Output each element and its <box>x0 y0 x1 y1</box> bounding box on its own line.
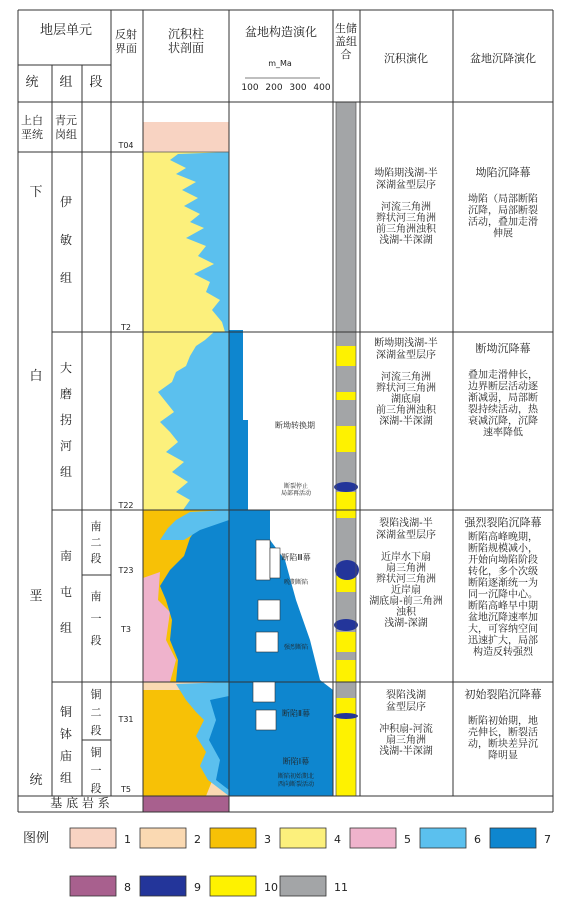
legend-swatch-2 <box>140 828 186 848</box>
header-system: 统 <box>25 75 39 90</box>
sedimentary-line: 深湖-半深湖 <box>379 416 433 427</box>
sedimentary-line: 浅湖-半深湖 <box>379 235 433 246</box>
group-yimin: 组 <box>59 271 73 285</box>
rate-tick: 100 <box>241 83 259 93</box>
sedimentary-line: 近岸扇 <box>391 585 421 596</box>
legend-label-5: 5 <box>404 833 411 846</box>
subsidence-line: 壳伸长，断裂活 <box>468 727 538 739</box>
sedimentary-title: 断坳期浅湖-半 <box>374 338 438 349</box>
evolution-faulting-stop: 断裂停止 <box>283 483 309 490</box>
sedimentary-line: 浅湖-半深湖 <box>379 746 433 757</box>
sedimentary-line: 浊积 <box>396 607 416 618</box>
evolution-step <box>270 548 280 578</box>
system-lower-end: 统 <box>29 773 43 788</box>
legend-label-4: 4 <box>334 833 341 846</box>
header-source-seal: 合 <box>340 48 352 61</box>
reflector-T04: T04 <box>118 141 134 150</box>
sedimentary-line: 湖底扇 <box>391 394 421 405</box>
group-nantun: 组 <box>59 621 73 635</box>
subsidence-line: 裂持续活动，热 <box>468 404 538 416</box>
legend-swatch-4 <box>280 828 326 848</box>
section-nantun-2: 段 <box>90 552 102 565</box>
reflector-T22: T22 <box>118 501 134 510</box>
header-column: 状剖面 <box>167 41 205 55</box>
reflector-T2: T2 <box>121 323 131 332</box>
evolution-late-peak: 晚期断陷 <box>283 579 309 586</box>
subsidence-line: 断陷高峰早中期 <box>468 601 538 612</box>
group-damoguaihe: 组 <box>59 465 73 479</box>
legend-label-6: 6 <box>474 833 481 846</box>
sedimentary-title: 深湖盆型层序 <box>376 350 436 361</box>
section-tong-1: 段 <box>90 782 102 795</box>
header-group: 组 <box>59 75 73 90</box>
section-tong-1: 铜 <box>90 746 102 759</box>
sedimentary-title: 深湖盆型层序 <box>376 530 436 541</box>
legend-swatch-11 <box>280 876 326 896</box>
system-lower: 下 <box>29 185 43 200</box>
evolution-step <box>256 632 278 652</box>
legend-label-10: 10 <box>264 881 278 894</box>
sedimentary-title: 深湖盆型层序 <box>376 180 436 191</box>
reflector-T5: T5 <box>121 785 131 794</box>
header-subsidence: 盆地沉降演化 <box>470 52 536 65</box>
sedimentary-line: 冲积扇-河流 <box>379 724 433 735</box>
subsidence-line: 坳陷（局部断陷 <box>468 194 538 205</box>
section-tong-2: 铜 <box>90 688 102 701</box>
subsidence-line: 同一沉降中心。 <box>468 589 538 601</box>
header-rate-unit: m_Ma <box>268 59 292 68</box>
subsidence-line: 迅速扩大，局部 <box>468 635 538 647</box>
reflector-T3: T3 <box>121 625 131 634</box>
group-damoguaihe: 河 <box>59 439 73 453</box>
reflector-T31: T31 <box>118 715 134 724</box>
subsidence-line: 衰减沉降，沉降 <box>468 416 538 427</box>
subsidence-line: 沉降，局部断裂 <box>468 205 538 217</box>
section-nantun-2: 南 <box>90 520 102 533</box>
section-nantun-1: 南 <box>90 590 102 603</box>
legend-label-9: 9 <box>194 881 201 894</box>
group-yimin: 敏 <box>59 233 73 247</box>
legend-label-2: 2 <box>194 833 201 846</box>
evolution-initial-rift: 西向断裂活动 <box>277 781 315 788</box>
subsidence-line: 断陷逐渐统一为 <box>468 578 538 589</box>
section-tong-2: 段 <box>90 724 102 737</box>
evolution-rift-2: 断陷Ⅱ幕 <box>282 709 310 718</box>
seal-fill-source <box>334 619 358 631</box>
sedimentary-line: 扇三角洲 <box>386 735 426 746</box>
header-reflector: 界面 <box>115 42 137 55</box>
subsidence-line: 边界断层活动逐 <box>468 381 538 393</box>
evolution-faulting-stop: 局部再活动 <box>280 490 312 497</box>
subsidence-line: 活动，叠加走滑 <box>468 217 538 228</box>
rate-tick: 300 <box>289 83 307 93</box>
evolution-faulting-transition: 断坳转换期 <box>275 421 315 430</box>
legend-label-11: 11 <box>334 881 348 894</box>
legend-swatch-5 <box>350 828 396 848</box>
system-upper-cretaceous: 垩统 <box>21 128 43 141</box>
header-sedimentary: 沉积演化 <box>384 52 428 65</box>
sedimentary-line: 湖底扇-前三角洲 <box>369 596 443 607</box>
column-fill-basement <box>143 796 229 812</box>
rate-tick: 400 <box>313 83 331 93</box>
sedimentary-line: 辫状河三角洲 <box>376 383 436 394</box>
seal-fill-source <box>335 560 359 580</box>
sedimentary-title: 盆型层序 <box>386 702 426 713</box>
sedimentary-line: 河流三角洲 <box>381 202 431 213</box>
seal-fill-yellow <box>336 492 356 518</box>
subsidence-line: 大，可容纳空间 <box>468 624 538 635</box>
seal-fill-yellow <box>336 632 356 652</box>
evolution-fill-thin <box>237 330 243 424</box>
system-upper-cretaceous: 上白 <box>21 114 43 127</box>
sedimentary-line: 辫状河三角洲 <box>376 213 436 224</box>
rate-tick: 200 <box>265 83 283 93</box>
subsidence-line: 转化，多个次级 <box>468 566 538 578</box>
group-damoguaihe: 拐 <box>59 413 73 427</box>
seal-fill-yellow <box>336 346 356 366</box>
subsidence-title: 断坳沉降幕 <box>475 342 531 355</box>
sedimentary-line: 浅湖-深湖 <box>384 618 428 629</box>
group-yimin: 伊 <box>59 195 73 209</box>
group-basement: 基 底 岩 系 <box>50 796 110 810</box>
subsidence-line: 叠加走滑伸长， <box>468 370 538 381</box>
evolution-step <box>258 600 280 620</box>
legend-swatch-10 <box>210 876 256 896</box>
legend-label-8: 8 <box>124 881 131 894</box>
evolution-step <box>256 710 276 730</box>
column-fill-qingyuangang <box>143 122 229 152</box>
column-fills <box>143 102 359 812</box>
seal-fill-yellow <box>336 698 356 796</box>
legend-label-7: 7 <box>544 833 551 846</box>
evolution-rift-1: 断陷Ⅰ幕 <box>282 757 310 766</box>
header-column: 沉积柱 <box>167 27 205 41</box>
evolution-fill <box>229 330 333 796</box>
subsidence-line: 降明显 <box>488 750 518 762</box>
legend-label-3: 3 <box>264 833 271 846</box>
seal-fill-source <box>334 713 358 719</box>
subsidence-line: 断陷高峰晚期， <box>468 532 538 543</box>
subsidence-title: 初始裂陷沉降幕 <box>464 688 542 701</box>
subsidence-title: 坳陷沉降幕 <box>475 166 531 179</box>
seal-fill-source <box>334 482 358 492</box>
subsidence-line: 速率降低 <box>483 427 523 439</box>
section-tong-2: 二 <box>90 706 102 719</box>
group-damoguaihe: 磨 <box>59 387 73 401</box>
header-section: 段 <box>89 75 103 90</box>
reflector-T23: T23 <box>118 566 134 575</box>
sedimentary-line: 前三角洲浊积 <box>376 224 436 235</box>
legend-swatch-9 <box>140 876 186 896</box>
legend <box>23 828 551 896</box>
subsidence-title: 强烈裂陷沉降幕 <box>464 516 542 529</box>
legend-label-1: 1 <box>124 833 131 846</box>
header-reflector: 反射 <box>115 28 137 41</box>
group-tongbomiao: 庙 <box>59 749 73 763</box>
group-qingyuangang: 青元 <box>55 114 77 127</box>
subsidence-line: 渐减弱，局部断 <box>468 393 538 404</box>
system-cretaceous: 白 <box>29 369 43 384</box>
header-source-seal: 生储 <box>335 22 357 35</box>
subsidence-line: 断陷规模减小， <box>468 543 538 555</box>
subsidence-line: 开始向坳陷阶段 <box>468 555 538 566</box>
section-tong-1: 一 <box>90 764 102 777</box>
sedimentary-line: 前三角洲浊积 <box>376 405 436 416</box>
subsidence-line: 伸展 <box>493 228 513 240</box>
group-qingyuangang: 岗组 <box>55 128 77 141</box>
evolution-rift-3: 断陷Ⅲ幕 <box>281 553 311 562</box>
subsidence-line: 构造反转强烈 <box>473 647 533 658</box>
header-basin-evolution: 盆地构造演化 <box>244 25 318 39</box>
legend-swatch-3 <box>210 828 256 848</box>
evolution-strong-fault: 强烈断陷 <box>283 644 309 651</box>
sedimentary-title: 裂陷浅湖 <box>386 690 426 701</box>
subsidence-line: 盆地沉降速率加 <box>468 612 538 624</box>
sedimentary-title: 裂陷浅湖-半 <box>379 518 433 529</box>
legend-swatch-1 <box>70 828 116 848</box>
section-nantun-1: 一 <box>90 612 102 625</box>
legend-swatch-6 <box>420 828 466 848</box>
evolution-step <box>256 540 270 580</box>
sedimentary-line: 辫状河三角洲 <box>376 574 436 585</box>
evolution-initial-rift: 断陷初始期北 <box>277 773 315 780</box>
group-nantun: 屯 <box>59 585 73 599</box>
sedimentary-line: 扇三角洲 <box>386 563 426 574</box>
header-source-seal: 盖组 <box>335 35 357 48</box>
sedimentary-line: 河流三角洲 <box>381 372 431 383</box>
legend-swatch-8 <box>70 876 116 896</box>
legend-title: 图例 <box>22 831 50 846</box>
group-nantun: 南 <box>59 549 73 563</box>
section-nantun-1: 段 <box>90 634 102 647</box>
group-tongbomiao: 组 <box>59 771 73 785</box>
seal-fill-yellow <box>336 660 356 682</box>
legend-swatch-7 <box>490 828 536 848</box>
subsidence-line: 动，断块差异沉 <box>468 739 538 750</box>
group-tongbomiao: 钵 <box>59 727 73 741</box>
system-cretaceous: 垩 <box>29 589 43 604</box>
subsidence-line: 断陷初始期，地 <box>468 716 538 727</box>
section-nantun-2: 二 <box>90 536 102 549</box>
sedimentary-title: 坳陷期浅湖-半 <box>374 168 438 179</box>
group-tongbomiao: 铜 <box>59 705 73 719</box>
seal-fill-yellow <box>336 426 356 452</box>
header-strat-unit: 地层单元 <box>39 23 93 38</box>
seal-fill-yellow <box>336 392 356 400</box>
group-damoguaihe: 大 <box>59 361 73 375</box>
sedimentary-line: 近岸水下扇 <box>381 552 431 563</box>
evolution-step <box>253 682 275 702</box>
